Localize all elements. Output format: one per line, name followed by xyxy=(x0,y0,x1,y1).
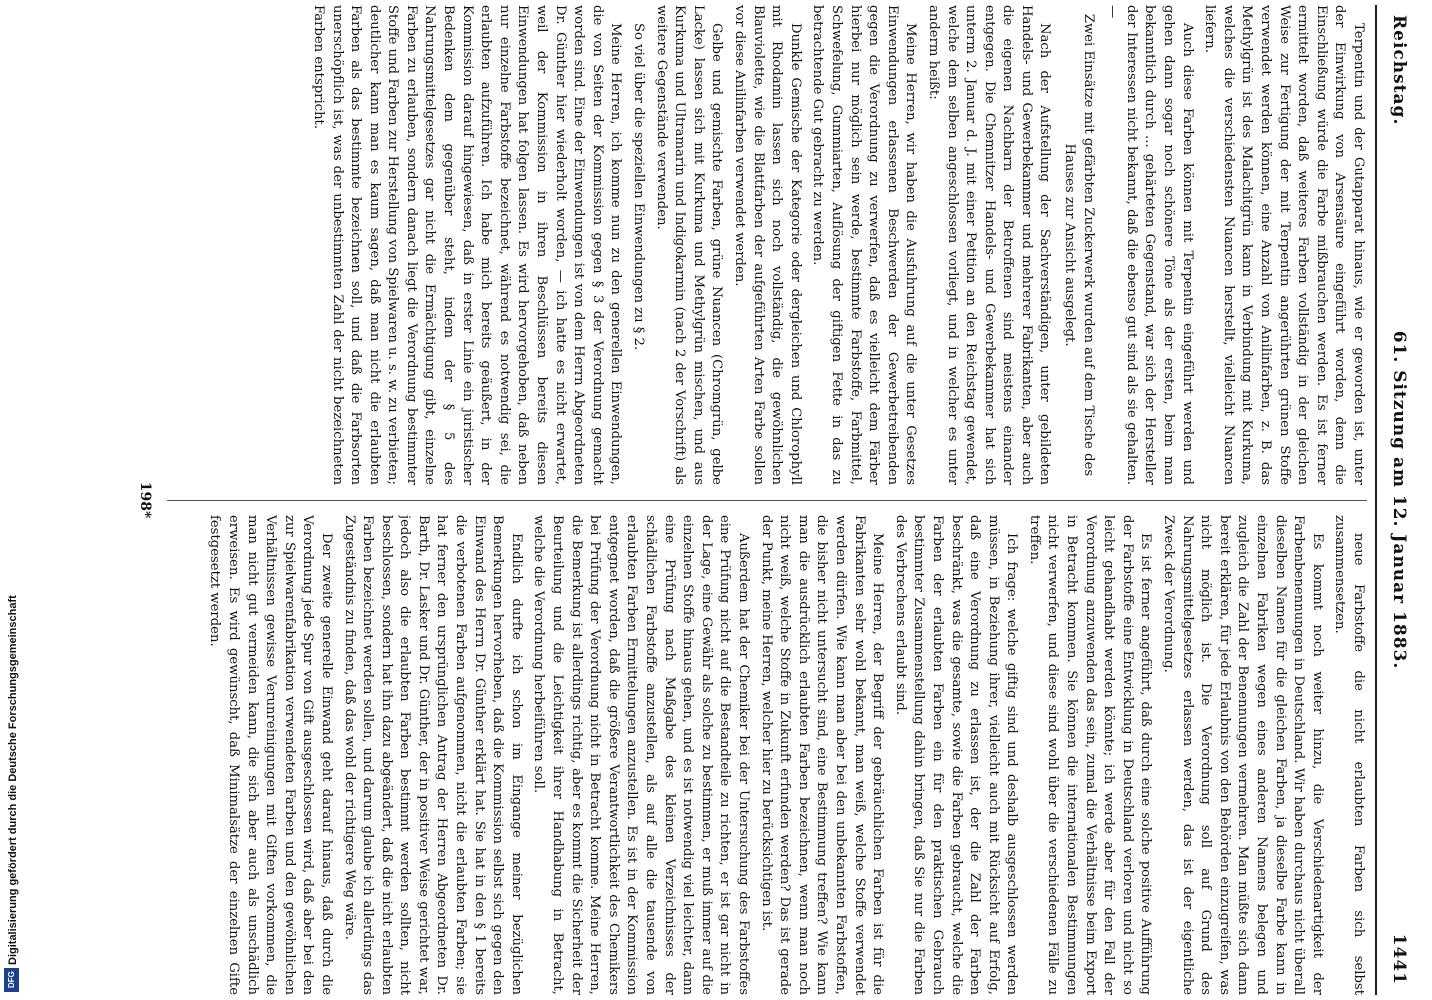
paragraph: Meine Herren, der Begriff der gebräuchlichen Farben ist für die Fabrikanten sehr wohl bekannt, man weiß, welche Stoffe verwendet werden dürfen. Wie kann man aber bei den unbekannten Farbstoffen, die bisher nicht untersucht sind, eine Bestimmung treffen? Wie kann man die ausdrücklich erlaubten Farben bezeichnen, wenn man noch nicht weiß, welche Stoffe in Zukunft erfunden werden? Das ist gerade der Punkt, meine Herren, welcher hier zu berücksichtigen ist. xyxy=(758,515,886,995)
column-divider xyxy=(167,500,1367,501)
paragraph: Der zweite generelle Einwand geht darauf hinaus, daß durch die Verordnung jede Spur von Gift ausgeschlossen wird, daß aber bei den zur Spielwarenfabrikation verwendeten Farben und den gewöhnlichen Verhältnissen gewisse Verunreinigungen mit Giften vorkommen, die man nicht gut vermeiden kann, die sich aber auch als unschädlich erweisen. Es wird gewünscht, daß Minimalsätze der einzelnen Gifte festgesetzt werden. xyxy=(207,515,334,995)
dfg-logo-icon: DFG xyxy=(4,968,19,992)
paragraph: Endlich durfte ich schon im Eingange meiner bezüglichen Bemerkungen hervorheben, daß die Kommission selbst sich gegen den Einwand des Herrn Dr. Günther erklärt hat. Sie hat in den § 1 bereits die verbotenen Farben aufgenommen, nicht die erlaubten Farben; sie hat ferner den ursprünglichen Antrag der Herren Abgeordneten Dr. Barth, Dr. Lasker und Dr. Günther, der in positiver Weise gerichtet war, jedoch also die erlaubten Farben bestimmt werden sollten, nicht beschlossen, sondern hat ihn dazu abgeändert, daß die nicht erlaubten Farben bezeichnet werden sollen, und darum glaube ich allerdings das Zugeständnis zu finden, daß das wohl der richtigere Weg wäre. xyxy=(341,515,524,995)
paragraph: Terpentin und der Gutapparat hinaus, wie er geworden ist, unter der Einwirkung von Arsensäure eingeführt worden, denn die Einschließung würde die Farbe mißbrauchen werden. Es ist ferner ermittelt worden, daß weiteres Farben vollständig in der gleichen Weise zur Fertigung der mit Terpentin angerührten grünen Stoffe verwendet werden können, eine Anzahl von Anilinfarben, z. B. das Methylgrün ist des Malachitgrün kann in Verbindung mit Kurkuma, welches die verschiedensten Nuancen herstellt, vielleicht Nuancen liefern. xyxy=(1202,5,1366,485)
header-rule xyxy=(1375,5,1377,995)
header-page-number: 1441 xyxy=(1389,933,1409,985)
paragraph: neue Farbstoffe die nicht erlaubten Farben sich selbst zusammensetzen. xyxy=(1332,515,1366,995)
right-column xyxy=(167,515,1367,995)
paragraph: Außerdem hat der Chemiker bei der Untersuchung des Farbstoffes eine Prüfung nicht auf die Bestandteile zu richten, er ist gar nicht in der Lage, eine Gewähr als solche zu bestimmen, er muß immer auf die einzelnen Stoffe hinaus gehen, und es ist notwendig viel leichter, dann eine Prüfung nach Maßgabe des kleinen Verzeichnisses der schädlichen Farbstoffe anzustellen, als auf alle die tausende von erlaubten Farben Ermittelungen anzustellen. Es ist in der Kommission entgegnet worden, daß die größere Verantwortlichkeit des Chemikers bei Prüfung der Verordnung nicht in Betracht komme. Meine Herren, die Bemerkung ist allerdings richtig, aber es kommt die Sicherheit der Beurteilung und die Leichtigkeit ihrer Handhabung in Betracht, welche die Verordnung herbeiführen soll. xyxy=(531,515,751,995)
credit-text: Digitalisierung gefördert durch die Deutsche Forschungsgemeinschaft xyxy=(7,595,19,965)
paragraph: Auch diese Farben können mit Terpentin eingeführt werden und gehen dann sogar noch schönere Töne als der ersten, beim man bekanntlich durch ... gehärteten Gegenstand, war sich der Hersteller der Interessen nicht bekannt, daß die ebenso gut sind als sie gehalten. — xyxy=(1105,5,1195,485)
paragraph: Es kommt noch weiter hinzu, die Verschiedenartigkeit der Farbenbenennungen in Deutschland. Wir haben durchaus nicht überall dieselben Namen für die gleichen Farben, ja dieselbe Farbe kann in einzelnen Fabriken wegen eines anderen Namens belegen und zugleich die Zahl der Benennungen vermehren. Man müßte sich dann bereit erklären, für jede Erlaubnis von den Behörden einzugreifen, was nicht möglich ist. Die Verordnung soll auf Grund des Nahrungsmittelgesetzes erlassen werden, das ist der eigentliche Zweck der Verordnung. xyxy=(1161,515,1325,995)
page-footer-number: 198* xyxy=(137,481,153,519)
paragraph: Dunkle Gemische der Kategorie oder dergleichen und Chlorophyll mit Rhodamin lassen sich noch vollständig, die gewöhnlichen Blauviolette, wie die Blattfarben der aufgeführten Arten Farbe sollen vor diese Anilinfarben verwendet werden. xyxy=(732,5,803,485)
paragraph: Meine Herren, ich komme nun zu den generellen Einwendungen, die von Seiten der Kommission gegen § 3 der Verordnung gemacht worden sind. Eine der Einwendungen ist von dem Herrn Abgeordneten Dr. Günther hier wiederholt worden, — ich hatte es nicht erwartet, weil der Kommission in ihren Beschlüssen bereits diesen Einwendungen hat folgen lassen. Es wird hervorgehoben, daß neben nur einzelne Farbstoffe bezeichnet, während es notwendig sei, die erlaubten aufzuführen. Ich habe mich bereits geäußert, in der Kommission darauf hingewiesen, daß in erster Linie ein juristischer Bedenken dem gegenüber steht, indem der § 5 des Nahrungsmittelgesetzes gar nicht die Ermächtigung gibt, einzelne Farben zu erlauben, sondern danach liegt die Verordnung bestimmter Stoffe und Farben zur Herstellung von Spielwaren u. s. w. zu verbieten; deutlicher kann man es kaum sagen, daß man nicht die erlaubten Farben als das bestimmte bezeichnen soll, und daß die Farbsorten unerschöpflich ist, was der unbestimmten Zahl der nicht bezeichneten Farben entspricht. xyxy=(310,5,624,485)
document-page xyxy=(105,5,1415,995)
paragraph: So viel über die speziellen Einwendungen zu § 2. xyxy=(631,23,647,351)
page-header xyxy=(1375,5,1415,995)
paragraph: Ich frage: welche giftig sind und deshalb ausgeschlossen werden müssen, in Beziehung ihrer, vielleicht auch mit Rücksicht auf Erfolg, daß eine Verordnung zu erlassen ist, der die Zahl der Farben beschränkt, was die gesamte, sowie die Farben gebraucht, welche die Farben der erlaubten Farben ein für den praktischen Gebrauch bestimmter Zusammenstellung dahin bringen, daß Sie nur die Farben des Verbrechens erlaubt sind. xyxy=(892,515,1020,995)
paragraph-note: Zwei Einsätze mit gefärbten Zuckerwerk wurden auf dem Tische des Hauses zur Ansicht ausgelegt. xyxy=(1062,13,1096,477)
paragraph: Es ist ferner angeführt, daß durch eine solche positive Aufführung der Farbstoffe eine Entwicklung in Deutschland verloren und nicht so leicht gehandhabt werden könnte; ich werde aber für den Fall der Verordnung anzuwenden das sein, zumal die Verhältnisse beim Export in Betracht kommen. Sie können die internationalen Bestimmungen nicht verwerfen, und diese sind wohl über die verschiedenen Fälle zu treffen. xyxy=(1026,515,1154,995)
paragraph: Meine Herren, wir haben die Ausfuhrung auf die unter Gesetzes Einwendungen erlassenen Beschwerden der Gewerbetreibenden gegen die Verordnung zu verwerfen, daß es vielleicht dem Färber hierbei nur möglich sein werde, bestimmte Farbstoffe, Farbmittel, Schwefelung, Gummiarten, Auflösung der giftigen Fette in das zu betrachtende Gut gebracht zu werden. xyxy=(810,5,919,485)
header-title: 61. Sitzung am 12. Januar 1883. xyxy=(1389,330,1409,670)
digitization-credit xyxy=(0,0,30,1000)
left-column xyxy=(167,5,1367,485)
paragraph: Gelbe und gemischte Farben, grüne Nuancen (Chromgrün, gelbe Lacke) lassen sich mit Kurkuma und Methylgrün mischen, und aus Kurkuma und Ultramarin und Indigokarmin (nach 2 der Vorschrift) als weitere Gegenstände verwenden. xyxy=(653,5,725,485)
header-left: Reichstag. xyxy=(1389,15,1409,126)
paragraph: Nach der Aufstellung der Sachverständigen, unter gebildeten Handels- und Gewerbekammer und mehrerer Fabrikanten, aber auch die eigenen Nachbarn der Betroffenen sind meistens einander entgegen. Die Chemnitzer Handels- und Gewerbekammer hat sich unterm 2. Januar d. J. mit einer Petition an den Reichstag gewendet, welche dem selben angeschlossen vorliegt, und in welcher es unter anderm heißt: xyxy=(925,5,1053,485)
